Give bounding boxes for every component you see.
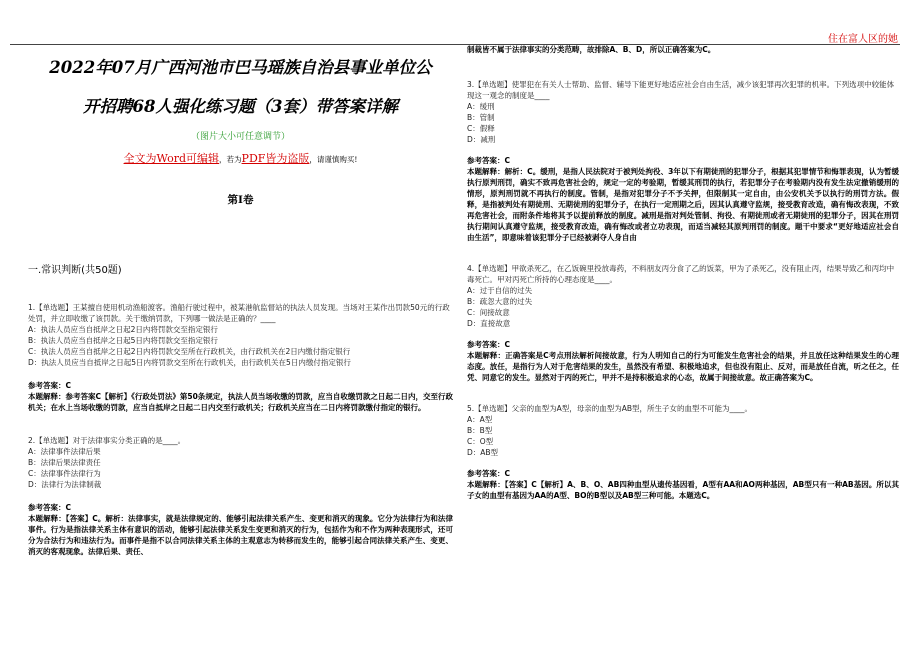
option-d: D：执法人员应当自抵岸之日起5日内将罚款交至所在行政机关，由行政机关在5日内缴付指定银行 bbox=[28, 358, 351, 367]
option-d: D：减刑 bbox=[467, 135, 496, 144]
resize-note: （图片大小可任意调节） bbox=[190, 132, 290, 142]
brand-watermark: 住在富人区的她 bbox=[828, 34, 898, 45]
option-a: A：A型 bbox=[467, 415, 493, 424]
carry-over-text: 制裁皆不属于法律事实的分类范畴，故排除A、B、D，所以正确答案为C。 bbox=[467, 45, 716, 54]
question-5 bbox=[467, 403, 899, 501]
option-a: A：法律事件法律后果 bbox=[28, 447, 101, 456]
option-b: B：法律后果法律责任 bbox=[28, 458, 101, 467]
explanation: 本题解释：正确答案是C考点刑法解析间接故意，行为人明知自己的行为可能发生危害社会的结果，并且放任这种结果发生的心理态度。放任，是指行为人对于危害结果的发生，虽然没有希望、积极地追求，但也没有阻止、反对，而是放任自流，听之任之，任凭、同意它的发生。显然对于丙的死亡，甲并不是持积极追求的心态，故属于间接故意。故正确答案为C。 bbox=[467, 351, 899, 382]
option-d: D：AB型 bbox=[467, 448, 499, 457]
word-editable-link[interactable]: 全文为Word可编辑 bbox=[123, 152, 220, 165]
doc-title-line1: 2022年07月广西河池市巴马瑶族自治县事业单位公 bbox=[49, 58, 432, 77]
option-c: C：O型 bbox=[467, 437, 494, 446]
option-c: C：间接故意 bbox=[467, 308, 510, 317]
option-d: D：法律行为法律制裁 bbox=[28, 480, 102, 489]
reference-answer: 参考答案：C bbox=[467, 469, 511, 478]
edit-tail: ，请谨慎购买! bbox=[309, 155, 358, 164]
option-d: D：直接故意 bbox=[467, 319, 511, 328]
reference-answer: 参考答案：C bbox=[28, 381, 72, 390]
option-b: B：管制 bbox=[467, 113, 495, 122]
reference-answer: 参考答案：C bbox=[467, 156, 511, 165]
option-a: A：过于自信的过失 bbox=[467, 286, 533, 295]
question-stem: 4.【单选题】甲欲杀死乙，在乙饭碗里投放毒药，不料朋友丙分食了乙的饭菜，甲为了杀死乙，没有阻止丙，结果导致乙和丙均中毒死亡。甲对丙死亡所持的心理态度是____。 bbox=[467, 264, 895, 284]
question-stem: 3.【单选题】使罪犯在有关人士帮助、监督、辅导下能更好地适应社会自由生活，减少该犯罪再次犯罪的机率。下列选项中较能体现这一观念的制度是____ bbox=[467, 80, 895, 100]
volume-heading: 第I卷 bbox=[227, 194, 254, 206]
pdf-piracy-link[interactable]: PDF皆为盗版 bbox=[241, 152, 310, 165]
option-b: B：B型 bbox=[467, 426, 493, 435]
option-c: C：假释 bbox=[467, 124, 495, 133]
explanation: 本题解释：【答案】C。解析：法律事实，就是法律规定的、能够引起法律关系产生、变更和消灭的现象。它分为法律行为和法律事件。行为是指法律关系主体有意识的活动，能够引起法律关系发生变更和消灭的行为，包括作为和不作为两种表现形式，还可分为合法行为和违法行为。而事件是指不以合同法律关系主体的主观意志为转移而发生的，能够引起合同法律关系产生、变更、消灭的客观现象。法律后果、责任、 bbox=[28, 514, 453, 556]
right-column bbox=[467, 44, 899, 501]
option-b: B：执法人员应当自抵岸之日起5日内将罚款交至指定银行 bbox=[28, 336, 218, 345]
option-b: B：疏忽大意的过失 bbox=[467, 297, 533, 306]
option-c: C：执法人员应当自抵岸之日起2日内将罚款交至所在行政机关，由行政机关在2日内缴付指定银行 bbox=[28, 347, 351, 356]
section-heading: 一.常识判断(共50题) bbox=[28, 265, 122, 276]
question-stem: 5.【单选题】父亲的血型为A型，母亲的血型为AB型，所生子女的血型不可能为____。 bbox=[467, 404, 753, 413]
left-column bbox=[28, 52, 453, 557]
option-a: A：缓刑 bbox=[467, 102, 495, 111]
explanation: 本题解释：参考答案C【解析】《行政处罚法》第50条规定，执法人员当场收缴的罚款，应当自收缴罚款之日起二日内，交至行政机关；在水上当场收缴的罚款，应当自抵岸之日起二日内交至行政机关；行政机关应当在二日内将罚款缴付指定的银行。 bbox=[28, 392, 453, 412]
edit-notice bbox=[28, 150, 453, 166]
reference-answer: 参考答案：C bbox=[28, 503, 72, 512]
question-2 bbox=[28, 435, 453, 557]
doc-title-line2: 开招聘68人强化练习题（3套）带答案详解 bbox=[83, 96, 398, 116]
explanation: 本题解释：解析：C。缓刑，是指人民法院对于被判处拘役、3年以下有期徒刑的犯罪分子，根据其犯罪情节和悔罪表现，认为暂缓执行原判刑罚，确实不致再危害社会的，规定一定的考验期，暂缓其刑罚的执行，若犯罪分子在考验期内没有发生法定撤销缓刑的情形，原判刑罚就不再执行的制度。管制，是指对犯罪分子不予关押，但限制其一定自由，由公安机关予以执行的刑罚方法。假释，是指被判处有期徒刑、无期徒刑的犯罪分子，在执行一定刑期之后，因其认真遵守监规，接受教育改造，确有悔改表现，不致再危害社会，而附条件地将其予以提前释放的制度。减刑是指对判处管制、拘役、有期徒刑或者无期徒刑的犯罪分子，因其在刑罚执行期间认真遵守监规，接受教育改造，确有悔改或者立功表现，而适当减轻其原判刑罚的制度。题干中要求“更好地适应社会自由生活”，即意味着该犯罪分子已经被剥夺人身自由 bbox=[467, 167, 899, 242]
explanation: 本题解释：【答案】C【解析】A、B、O、AB四种血型从遗传基因看，A型有AA和AO两种基因，AB型只有一种AB基因。所以其子女的血型有基因为AA的A型、BO的B型以及AB型三种可能。本题选C。 bbox=[467, 480, 899, 500]
question-stem: 2.【单选题】对于法律事实分类正确的是____。 bbox=[28, 436, 186, 445]
question-1 bbox=[28, 302, 453, 413]
reference-answer: 参考答案：C bbox=[467, 340, 511, 349]
option-a: A：执法人员应当自抵岸之日起2日内将罚款交至指定银行 bbox=[28, 325, 218, 334]
option-c: C：法律事件法律行为 bbox=[28, 469, 101, 478]
question-4 bbox=[467, 263, 899, 383]
edit-sep: ，若为 bbox=[219, 155, 242, 164]
question-3 bbox=[467, 79, 899, 243]
question-stem: 1.【单选题】王某擅自使用机动渔船渡客。渔船行驶过程中，被某港航监督站的执法人员发现。当场对王某作出罚款50元的行政处罚，并立即收缴了该罚款。关于缴纳罚款，下列哪一做法是正确的？____ bbox=[28, 303, 450, 323]
